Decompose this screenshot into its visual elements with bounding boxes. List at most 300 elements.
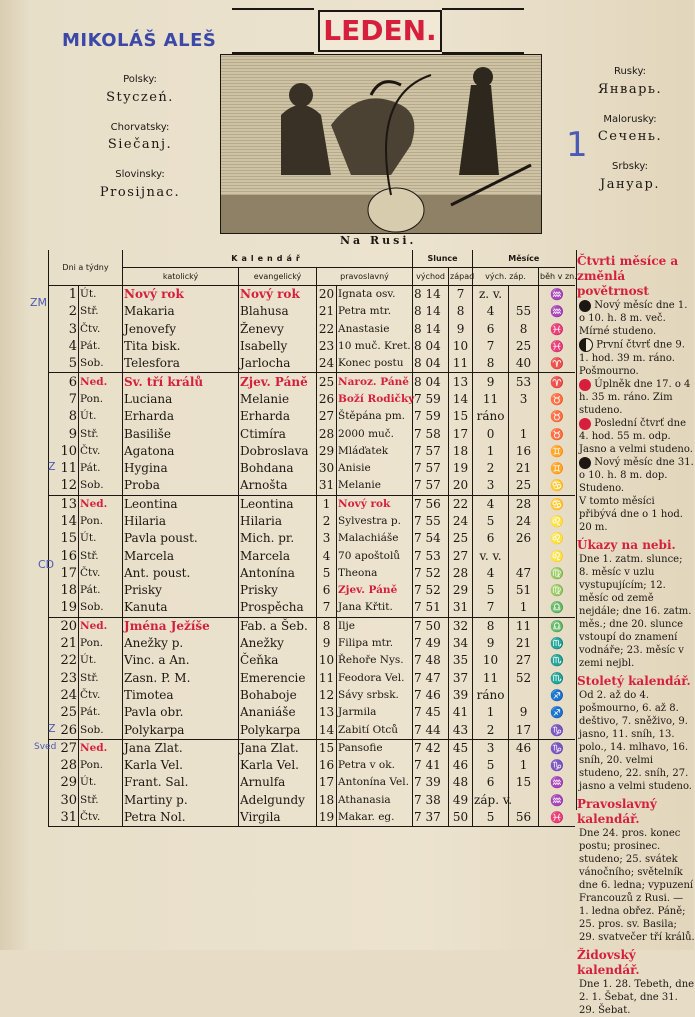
evangelical-name: Leontina xyxy=(239,495,317,513)
moonrise-moonset: ráno xyxy=(473,408,509,425)
day-number: 16 xyxy=(49,547,79,564)
moon-minutes: 52 xyxy=(509,670,539,687)
orthodox-day: 11 xyxy=(317,670,337,687)
zodiac-icon: ♓ xyxy=(539,338,575,355)
catholic-name: Jana Zlat. xyxy=(123,739,239,757)
zodiac-icon: ♌ xyxy=(539,530,575,547)
orthodox-name: Melanie xyxy=(337,477,413,495)
moon-minutes: 25 xyxy=(509,338,539,355)
orthodox-name: Ilje xyxy=(337,617,413,635)
calendar-row xyxy=(49,757,575,774)
orthodox-day: 10 xyxy=(317,652,337,669)
sunrise: 7 49 xyxy=(413,635,449,652)
header-kalendar: Kalendář xyxy=(123,250,413,268)
day-number: 1 xyxy=(49,286,79,304)
zodiac-icon: ♌ xyxy=(539,547,575,564)
lang-value: Январь. xyxy=(597,81,663,97)
orthodox-name: Theona xyxy=(337,565,413,582)
note: Dne 1. 28. Tebeth, dne 2. 1. Šebat, dne 31. 29. Šebat. xyxy=(579,979,695,1016)
evangelical-name: Ženevy xyxy=(239,321,317,338)
moon-minutes: 40 xyxy=(509,355,539,373)
orthodox-day: 6 xyxy=(317,582,337,599)
weekday: Čtv. xyxy=(79,809,123,827)
weekday: Pon. xyxy=(79,635,123,652)
catholic-name: Martiny p. xyxy=(123,792,239,809)
orthodox-day: 16 xyxy=(317,757,337,774)
header-row xyxy=(49,250,575,268)
header-beh: běh v zn. xyxy=(539,268,575,286)
sunrise: 7 38 xyxy=(413,792,449,809)
day-number: 21 xyxy=(49,635,79,652)
sunrise: 7 48 xyxy=(413,652,449,669)
zodiac-icon: ♍ xyxy=(539,565,575,582)
ornament-right xyxy=(442,8,524,54)
illustration-caption: Na Rusi. xyxy=(340,234,417,247)
lang-name: Chorvatsky: xyxy=(110,121,170,133)
zodiac-icon: ♏ xyxy=(539,652,575,669)
ornament-left xyxy=(232,8,314,54)
evangelical-name: Nový rok xyxy=(239,286,317,304)
day-number: 8 xyxy=(49,408,79,425)
orthodox-name: Řehoře Nys. xyxy=(337,652,413,669)
orthodox-day: 7 xyxy=(317,599,337,617)
moonrise-moonset: 10 xyxy=(473,652,509,669)
catholic-name: Vinc. a An. xyxy=(123,652,239,669)
sunrise: 7 44 xyxy=(413,721,449,739)
left-languages xyxy=(95,72,185,203)
moon-minutes: 21 xyxy=(509,635,539,652)
catholic-name: Ant. poust. xyxy=(123,565,239,582)
note: Poslední čtvrť dne 4. hod. 55 m. odp. Jasno a velmi studeno. xyxy=(579,418,693,455)
zodiac-icon: ♒ xyxy=(539,303,575,320)
orthodox-day: 4 xyxy=(317,547,337,564)
sunrise: 7 57 xyxy=(413,460,449,477)
zodiac-icon: ♈ xyxy=(539,355,575,373)
orthodox-name: Anisie xyxy=(337,460,413,477)
day-number: 18 xyxy=(49,582,79,599)
sunrise: 7 55 xyxy=(413,513,449,530)
orthodox-name: Zjev. Páně xyxy=(337,582,413,599)
day-number: 25 xyxy=(49,704,79,721)
zodiac-icon: ♓ xyxy=(539,809,575,827)
calendar-row xyxy=(49,721,575,739)
calendar-row xyxy=(49,443,575,460)
day-number: 9 xyxy=(49,425,79,442)
weekday: Stř. xyxy=(79,303,123,320)
weekday: Pon. xyxy=(79,513,123,530)
moonrise-moonset: 5 xyxy=(473,582,509,599)
sunrise: 7 47 xyxy=(413,670,449,687)
sunrise: 7 37 xyxy=(413,809,449,827)
orthodox-day: 12 xyxy=(317,687,337,704)
orthodox-name: 70 apoštolů xyxy=(337,547,413,564)
notes-heading: Stoletý kalendář. xyxy=(577,674,691,688)
sunrise: 7 41 xyxy=(413,757,449,774)
sunrise: 7 42 xyxy=(413,739,449,757)
sunrise: 7 45 xyxy=(413,704,449,721)
orthodox-name: Feodora Vel. xyxy=(337,670,413,687)
moonrise-moonset: 9 xyxy=(473,635,509,652)
moon-minutes: 25 xyxy=(509,477,539,495)
day-number: 4 xyxy=(49,338,79,355)
sunset: 35 xyxy=(449,652,473,669)
sunset: 48 xyxy=(449,774,473,791)
catholic-name: Leontina xyxy=(123,495,239,513)
moon-minutes: 24 xyxy=(509,513,539,530)
evangelical-name: Zjev. Páně xyxy=(239,373,317,391)
moonrise-moonset: 11 xyxy=(473,391,509,408)
note: V tomto měsíci přibývá dne o 1 hod. 20 m. xyxy=(579,496,683,533)
header-zapad: západ xyxy=(449,268,473,286)
sunset: 32 xyxy=(449,617,473,635)
lang-value: Siečanj. xyxy=(107,137,173,153)
sunset: 11 xyxy=(449,355,473,373)
weekday: Stř. xyxy=(79,547,123,564)
moonrise-moonset: 7 xyxy=(473,599,509,617)
moon-minutes: 3 xyxy=(509,391,539,408)
lang-name: Malorusky: xyxy=(603,113,657,125)
notes-heading: Úkazy na nebi. xyxy=(577,538,676,552)
calendar-row xyxy=(49,670,575,687)
moonrise-moonset: ráno xyxy=(473,687,509,704)
sunrise: 8 14 xyxy=(413,321,449,338)
evangelical-name: Ctimíra xyxy=(239,425,317,442)
moonrise-moonset: 6 xyxy=(473,321,509,338)
catholic-name: Karla Vel. xyxy=(123,757,239,774)
calendar-row xyxy=(49,547,575,564)
calendar-row xyxy=(49,391,575,408)
day-number: 26 xyxy=(49,721,79,739)
sunset: 28 xyxy=(449,565,473,582)
evangelical-name: Jarlocha xyxy=(239,355,317,373)
calendar-row xyxy=(49,774,575,791)
orthodox-name: Petra v ok. xyxy=(337,757,413,774)
calendar-row xyxy=(49,599,575,617)
moon-minutes: 1 xyxy=(509,425,539,442)
zodiac-icon: ♋ xyxy=(539,495,575,513)
sunrise: 8 14 xyxy=(413,303,449,320)
orthodox-name: Ignata osv. xyxy=(337,286,413,304)
header-evangelicky: evangelický xyxy=(239,268,317,286)
evangelical-name: Isabelly xyxy=(239,338,317,355)
moonrise-moonset: 5 xyxy=(473,513,509,530)
sunset: 29 xyxy=(449,582,473,599)
sunrise: 7 57 xyxy=(413,443,449,460)
first-quarter-icon xyxy=(579,338,593,352)
evangelical-name: Fab. a Šeb. xyxy=(239,617,317,635)
evangelical-name: Ananiáše xyxy=(239,704,317,721)
calendar-row xyxy=(49,460,575,477)
sunset: 49 xyxy=(449,792,473,809)
orthodox-name: Malachiáše xyxy=(337,530,413,547)
engraving-illustration xyxy=(220,54,542,234)
zodiac-icon: ♒ xyxy=(539,792,575,809)
moonrise-moonset: 4 xyxy=(473,303,509,320)
header-slunce: Slunce xyxy=(413,250,473,268)
calendar-row xyxy=(49,704,575,721)
moon-minutes: 8 xyxy=(509,321,539,338)
sunset: 10 xyxy=(449,338,473,355)
orthodox-day: 30 xyxy=(317,460,337,477)
right-languages xyxy=(585,64,675,195)
moonrise-moonset: 0 xyxy=(473,425,509,442)
day-number: 11 xyxy=(49,460,79,477)
zodiac-icon: ♎ xyxy=(539,617,575,635)
zodiac-icon: ♊ xyxy=(539,460,575,477)
orthodox-name: Jarmila xyxy=(337,704,413,721)
weekday: Čtv. xyxy=(79,443,123,460)
sunrise: 7 53 xyxy=(413,547,449,564)
catholic-name: Timotea xyxy=(123,687,239,704)
orthodox-day: 27 xyxy=(317,408,337,425)
calendar-row xyxy=(49,286,575,304)
orthodox-day: 29 xyxy=(317,443,337,460)
evangelical-name: Marcela xyxy=(239,547,317,564)
sunrise: 7 57 xyxy=(413,477,449,495)
calendar-row xyxy=(49,809,575,827)
catholic-name: Petra Nol. xyxy=(123,809,239,827)
sunset: 19 xyxy=(449,460,473,477)
month-title: LEDEN. xyxy=(318,10,442,52)
orthodox-day: 2 xyxy=(317,513,337,530)
weekday: Stř. xyxy=(79,792,123,809)
sunset: 18 xyxy=(449,443,473,460)
weekday: Út. xyxy=(79,530,123,547)
lang-name: Rusky: xyxy=(613,66,647,77)
lang-name: Slovinsky: xyxy=(115,169,165,181)
evangelical-name: Emerencie xyxy=(239,670,317,687)
evangelical-name: Prisky xyxy=(239,582,317,599)
orthodox-day: 31 xyxy=(317,477,337,495)
header-vychod: východ xyxy=(413,268,449,286)
moon-minutes xyxy=(509,792,539,809)
sunrise: 7 50 xyxy=(413,617,449,635)
weekday: Út. xyxy=(79,408,123,425)
moonrise-moonset: 5 xyxy=(473,809,509,827)
calendar-rows xyxy=(49,286,575,827)
catholic-name: Agatona xyxy=(123,443,239,460)
sunset: 22 xyxy=(449,495,473,513)
catholic-name: Basiliše xyxy=(123,425,239,442)
weekday: Pon. xyxy=(79,391,123,408)
pencil-note: Sved xyxy=(34,742,57,752)
calendar-row xyxy=(49,582,575,599)
day-number: 27 xyxy=(49,739,79,757)
evangelical-name: Hilaria xyxy=(239,513,317,530)
weekday: Sob. xyxy=(79,355,123,373)
orthodox-name: Naroz. Páně xyxy=(337,373,413,391)
orthodox-name: Štěpána pm. xyxy=(337,408,413,425)
moonrise-moonset: 4 xyxy=(473,495,509,513)
orthodox-name: Petra mtr. xyxy=(337,303,413,320)
calendar-row xyxy=(49,373,575,391)
subheader-row xyxy=(49,268,575,286)
weekday: Sob. xyxy=(79,599,123,617)
sunset: 9 xyxy=(449,321,473,338)
sunrise: 7 59 xyxy=(413,391,449,408)
orthodox-day: 9 xyxy=(317,635,337,652)
moon-minutes: 46 xyxy=(509,739,539,757)
last-quarter-icon xyxy=(579,418,591,430)
evangelical-name: Virgila xyxy=(239,809,317,827)
moonrise-moonset: záp. v. xyxy=(473,792,509,809)
zodiac-icon: ♋ xyxy=(539,477,575,495)
lang-name: Srbsky: xyxy=(611,161,648,173)
calendar-row xyxy=(49,565,575,582)
weekday: Pát. xyxy=(79,582,123,599)
day-number: 3 xyxy=(49,321,79,338)
orthodox-day: 20 xyxy=(317,286,337,304)
orthodox-name: Sávy srbsk. xyxy=(337,687,413,704)
moon-minutes: 16 xyxy=(509,443,539,460)
note: Dne 1. zatm. slunce; 8. měsíc v uzlu vystupujícím; 12. měsíc od země nejdále; dne 16. zatm. měs.; dne 20. slunce vstoupí do znamení vodnáře; 23. měsíc v zemi nejbl. xyxy=(579,554,692,669)
note: První čtvrť dne 9. 1. hod. 39 m. ráno. Pošmourno. xyxy=(579,339,685,377)
catholic-name: Hygina xyxy=(123,460,239,477)
calendar-row xyxy=(49,530,575,547)
sunrise: 7 52 xyxy=(413,565,449,582)
orthodox-name: Zabití Otců xyxy=(337,721,413,739)
sunrise: 8 04 xyxy=(413,338,449,355)
sunrise: 8 04 xyxy=(413,373,449,391)
moon-minutes: 47 xyxy=(509,565,539,582)
owner-stamp: MIKOLÁŠ ALEŠ xyxy=(62,30,217,51)
catholic-name: Jenovefy xyxy=(123,321,239,338)
moon-minutes: 17 xyxy=(509,721,539,739)
new-moon-icon xyxy=(579,457,591,469)
pencil-note: Z xyxy=(48,460,56,473)
zodiac-icon: ♏ xyxy=(539,635,575,652)
weekday: Ned. xyxy=(79,739,123,757)
orthodox-day: 3 xyxy=(317,530,337,547)
calendar-row xyxy=(49,477,575,495)
full-moon-icon xyxy=(579,379,591,391)
evangelical-name: Blahusa xyxy=(239,303,317,320)
orthodox-day: 8 xyxy=(317,617,337,635)
evangelical-name: Anežky xyxy=(239,635,317,652)
orthodox-day: 21 xyxy=(317,303,337,320)
weekday: Čtv. xyxy=(79,565,123,582)
weekday: Pát. xyxy=(79,460,123,477)
moon-minutes: 28 xyxy=(509,495,539,513)
sunrise: 7 58 xyxy=(413,425,449,442)
zodiac-icon: ♑ xyxy=(539,721,575,739)
lang-value: Јануар. xyxy=(600,176,660,192)
catholic-name: Frant. Sal. xyxy=(123,774,239,791)
zodiac-icon: ♊ xyxy=(539,443,575,460)
notes-heading: Židovský kalendář. xyxy=(577,948,640,977)
orthodox-name: Athanasia xyxy=(337,792,413,809)
calendar-row xyxy=(49,303,575,320)
calendar-row xyxy=(49,408,575,425)
sunrise: 7 56 xyxy=(413,495,449,513)
header-katolicky: katolický xyxy=(123,268,239,286)
sunset: 24 xyxy=(449,513,473,530)
moon-minutes xyxy=(509,687,539,704)
moonrise-moonset: 8 xyxy=(473,355,509,373)
zodiac-icon: ♒ xyxy=(539,286,575,304)
sunset: 25 xyxy=(449,530,473,547)
moon-minutes: 26 xyxy=(509,530,539,547)
moon-minutes: 56 xyxy=(509,809,539,827)
sunset: 14 xyxy=(449,391,473,408)
note: Nový měsíc dne 31. o 10. h. 8 m. dop. Studeno. xyxy=(579,457,694,494)
catholic-name: Pavla obr. xyxy=(123,704,239,721)
evangelical-name: Erharda xyxy=(239,408,317,425)
evangelical-name: Melanie xyxy=(239,391,317,408)
zodiac-icon: ♎ xyxy=(539,599,575,617)
evangelical-name: Mich. pr. xyxy=(239,530,317,547)
weekday: Čtv. xyxy=(79,321,123,338)
zodiac-icon: ♐ xyxy=(539,704,575,721)
note: Úplněk dne 17. o 4 h. 35 m. ráno. Zim studeno. xyxy=(579,379,691,416)
weekday: Út. xyxy=(79,652,123,669)
zodiac-icon: ♏ xyxy=(539,670,575,687)
moon-minutes: 55 xyxy=(509,303,539,320)
day-number: 6 xyxy=(49,373,79,391)
calendar-row xyxy=(49,321,575,338)
moonrise-moonset: 2 xyxy=(473,721,509,739)
evangelical-name: Dobroslava xyxy=(239,443,317,460)
zodiac-icon: ♒ xyxy=(539,774,575,791)
catholic-name: Zasn. P. M. xyxy=(123,670,239,687)
moonrise-moonset: 3 xyxy=(473,477,509,495)
day-number: 24 xyxy=(49,687,79,704)
header-pravoslavny: pravoslavný xyxy=(317,268,413,286)
new-moon-icon xyxy=(579,300,591,312)
orthodox-day: 13 xyxy=(317,704,337,721)
pencil-note: ZM xyxy=(30,296,48,309)
moon-minutes: 53 xyxy=(509,373,539,391)
moonrise-moonset: 2 xyxy=(473,460,509,477)
evangelical-name: Čeňka xyxy=(239,652,317,669)
sunset: 45 xyxy=(449,739,473,757)
orthodox-day: 24 xyxy=(317,355,337,373)
weekday: Ned. xyxy=(79,617,123,635)
zodiac-icon: ♉ xyxy=(539,391,575,408)
evangelical-name: Arnulfa xyxy=(239,774,317,791)
evangelical-name: Karla Vel. xyxy=(239,757,317,774)
calendar-row xyxy=(49,355,575,373)
sunrise: 7 39 xyxy=(413,774,449,791)
header-mesice: Měsíce xyxy=(473,250,575,268)
moonrise-moonset: 7 xyxy=(473,338,509,355)
orthodox-name: Nový rok xyxy=(337,495,413,513)
evangelical-name: Polykarpa xyxy=(239,721,317,739)
moonrise-moonset: 11 xyxy=(473,670,509,687)
evangelical-name: Bohaboje xyxy=(239,687,317,704)
orthodox-day: 5 xyxy=(317,565,337,582)
day-number: 23 xyxy=(49,670,79,687)
zodiac-icon: ♑ xyxy=(539,739,575,757)
calendar-row xyxy=(49,338,575,355)
sunset: 7 xyxy=(449,286,473,304)
zodiac-icon: ♌ xyxy=(539,513,575,530)
note: Nový měsíc dne 1. o 10. h. 8 m. več. Mírné studeno. xyxy=(579,300,688,337)
day-number: 20 xyxy=(49,617,79,635)
orthodox-name: Antonína Vel. xyxy=(337,774,413,791)
weekday: Čtv. xyxy=(79,687,123,704)
moonrise-moonset: 1 xyxy=(473,443,509,460)
weekday: Ned. xyxy=(79,495,123,513)
calendar-row xyxy=(49,792,575,809)
sunset: 20 xyxy=(449,477,473,495)
sunrise: 7 54 xyxy=(413,530,449,547)
header-days: Dni a týdny xyxy=(49,250,123,286)
catholic-name: Hilaria xyxy=(123,513,239,530)
sunrise: 7 52 xyxy=(413,582,449,599)
orthodox-day: 23 xyxy=(317,338,337,355)
catholic-name: Jména Ježíše xyxy=(123,617,239,635)
